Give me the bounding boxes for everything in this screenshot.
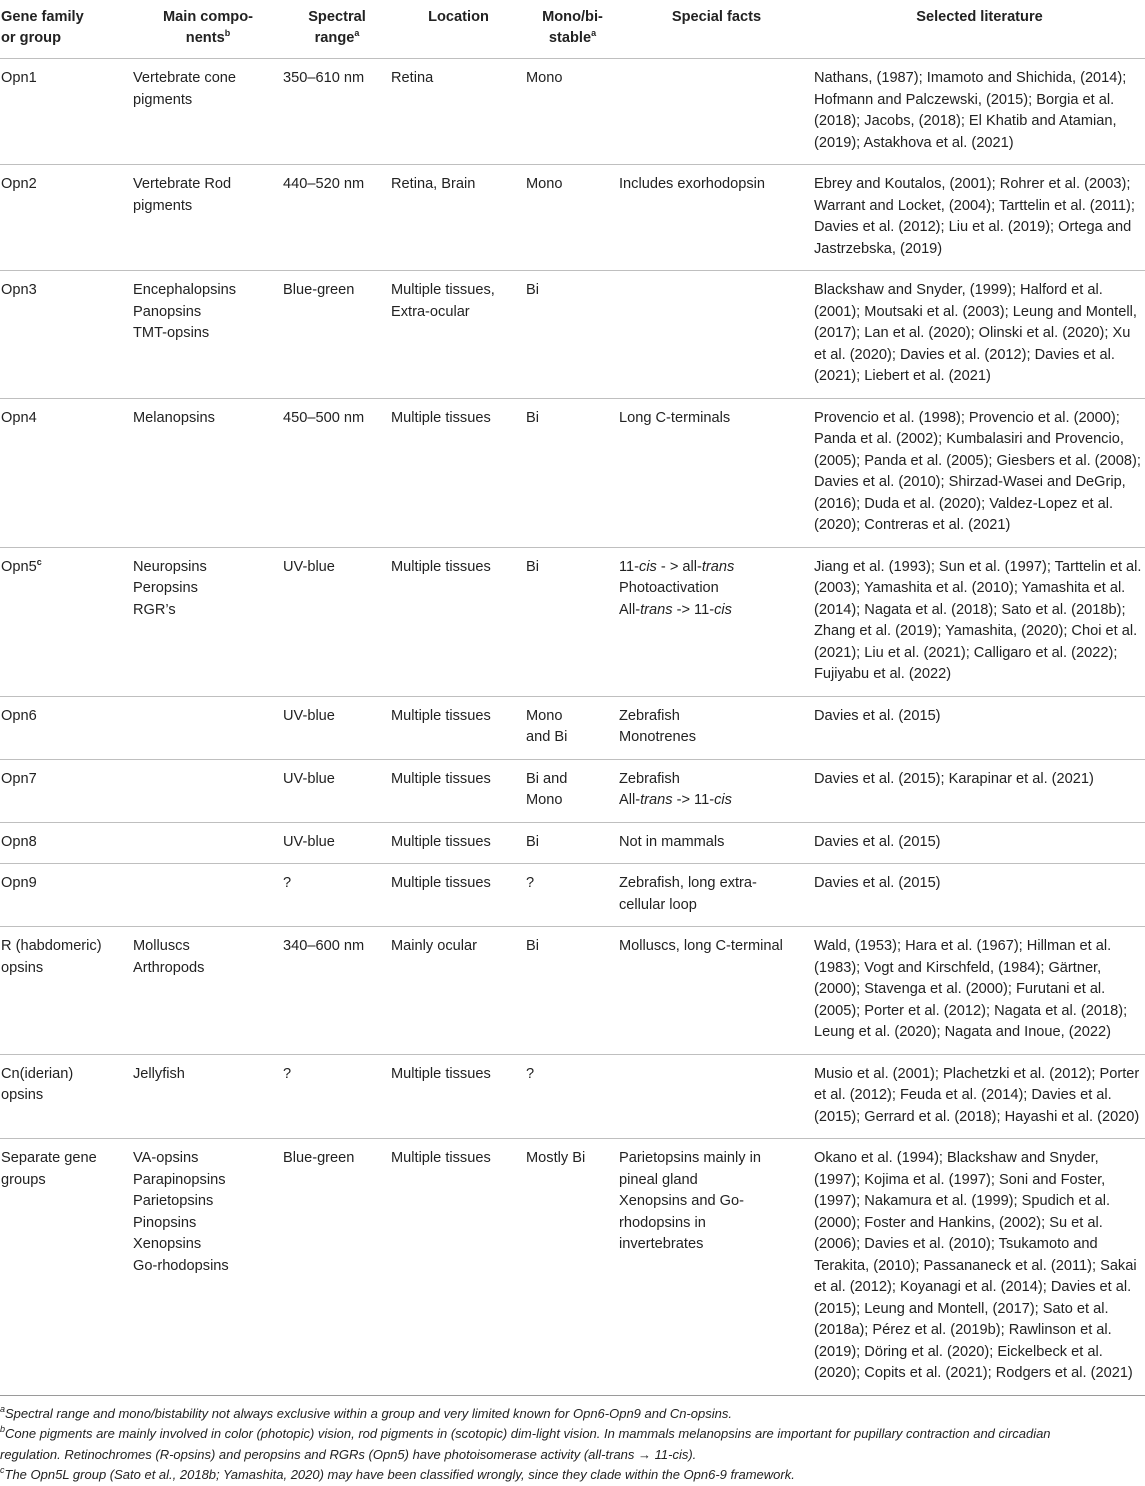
cell-location-line: Multiple tissues xyxy=(391,707,491,724)
cell-stability xyxy=(526,59,619,165)
cell-literature xyxy=(814,59,1145,165)
cell-special-facts-line: Long C-terminals xyxy=(619,409,731,426)
cell-gene-family xyxy=(0,59,133,165)
header-selected-literature: Selected literature xyxy=(814,0,1145,59)
cell-special-facts-line: All-trans -> 11-cis xyxy=(619,601,732,618)
cell-special-facts xyxy=(619,927,814,1055)
cell-main-components-line: Vertebrate cone xyxy=(133,70,237,86)
cell-location xyxy=(391,165,526,271)
cell-special-facts-line: Xenopsins and Go- xyxy=(619,1193,744,1209)
cell-location xyxy=(391,59,526,165)
cell-location-line: Multiple tissues xyxy=(391,558,491,575)
header-special-facts: Special facts xyxy=(619,0,814,59)
header-spectral-range: Spectral range$^a$ xyxy=(283,0,391,59)
spectral-value: 340–600 nm xyxy=(283,938,365,954)
cell-literature-line: (2005); Porter et al. (2012); Nagata et al. (2018); xyxy=(814,1002,1128,1019)
cell-stability-line: Bi and xyxy=(526,770,568,787)
cell-literature-line: et al. (2012); Koyanagi et al. (2014); Davies et al. xyxy=(814,1279,1132,1295)
cell-literature-line: (2001); Moutsaki et al. (2003); Leung and Montell, xyxy=(814,303,1137,320)
cell-stability-line: Bi xyxy=(526,282,539,298)
cell-stability xyxy=(526,927,619,1055)
cell-main-components-line: Neuropsins xyxy=(133,558,207,575)
cell-location xyxy=(391,547,526,696)
footnotes xyxy=(0,1396,1145,1486)
cell-location-line: Retina xyxy=(391,70,434,86)
cell-stability xyxy=(526,1054,619,1139)
cell-gene-family xyxy=(0,696,133,759)
cell-special-facts-line: Photoactivation xyxy=(619,580,719,596)
cell-gene-family xyxy=(0,864,133,927)
cell-main-components xyxy=(133,864,283,927)
cell-literature-line: Nathans, (1987); Imamoto and Shichida, (2014); xyxy=(814,70,1127,86)
cell-literature-line: et al. (2012); Feuda et al. (2014); Davies et al. xyxy=(814,1087,1112,1103)
cell-literature xyxy=(814,1054,1145,1139)
cell-literature-line: Davies et al. (2012); Liu et al. (2019); Ortega and xyxy=(814,219,1132,235)
cell-main-components xyxy=(133,165,283,271)
cell-literature-line: (2018); Jacobs, (2018); El Khatib and Atamian, xyxy=(814,113,1117,129)
cell-gene-family xyxy=(0,927,133,1055)
cell-literature-line: (2020); Copits et al. (2021); Rodgers et al. (2021) xyxy=(814,1365,1133,1381)
cell-main-components-line: Melanopsins xyxy=(133,409,215,426)
spectral-value: UV-blue xyxy=(283,770,335,787)
cell-location xyxy=(391,398,526,547)
cell-main-components xyxy=(133,927,283,1055)
cell-literature xyxy=(814,1139,1145,1396)
cell-main-components-line: Jellyfish xyxy=(133,1065,185,1082)
cell-spectral-range xyxy=(283,927,391,1055)
cell-literature-line: (2019); Astakhova et al. (2021) xyxy=(814,134,1014,151)
cell-special-facts-line: Not in mammals xyxy=(619,833,725,850)
spectral-value: 450–500 nm xyxy=(283,409,365,426)
cell-spectral-range xyxy=(283,822,391,864)
table-row xyxy=(0,1139,1145,1396)
cell-stability xyxy=(526,696,619,759)
table-body xyxy=(0,59,1145,1396)
cell-literature-line: et al. (2020); Davies et al. (2012); Davies et al. xyxy=(814,346,1115,363)
cell-gene-family xyxy=(0,759,133,822)
cell-main-components-line: RGR’s xyxy=(133,601,176,618)
table-row xyxy=(0,927,1145,1055)
spectral-value: Blue-green xyxy=(283,282,355,298)
cell-location xyxy=(391,696,526,759)
cell-main-components-line: Molluscs xyxy=(133,938,190,954)
cell-literature xyxy=(814,822,1145,864)
gene-family-name: Opn1 xyxy=(1,70,37,86)
cell-literature-line: (2018a); Pérez et al. (2019b); Rawlinson et al. xyxy=(814,1322,1112,1338)
cell-gene-family xyxy=(0,547,133,696)
cell-spectral-range xyxy=(283,1054,391,1139)
gene-family-name-cont: groups xyxy=(1,1171,46,1188)
cell-main-components xyxy=(133,398,283,547)
cell-literature-line: Zhang et al. (2019); Yamashita, (2020); Choi et al. xyxy=(814,623,1138,639)
table-row xyxy=(0,271,1145,399)
cell-literature-line: Okano et al. (1994); Blackshaw and Snyder, xyxy=(814,1150,1099,1166)
cell-stability-line: ? xyxy=(526,875,535,891)
cell-literature xyxy=(814,547,1145,696)
cell-literature-line: (2021); Liu et al. (2021); Calligaro et al. (2022); xyxy=(814,644,1118,661)
table-row xyxy=(0,59,1145,165)
cell-literature-line: Blackshaw and Snyder, (1999); Halford et al. xyxy=(814,282,1103,298)
cell-gene-family xyxy=(0,398,133,547)
cell-stability xyxy=(526,822,619,864)
cell-main-components xyxy=(133,822,283,864)
cell-location xyxy=(391,1139,526,1396)
cell-literature-line: (2003); Yamashita et al. (2010); Yamashita et al. xyxy=(814,580,1126,596)
cell-location-line: Multiple tissues xyxy=(391,1150,491,1166)
cell-main-components xyxy=(133,759,283,822)
cell-literature-line: (2014); Nagata et al. (2018); Sato et al. (2018b); xyxy=(814,601,1126,618)
cell-stability xyxy=(526,1139,619,1396)
footnote-a: $^a$Spectral range and mono/bistability not always exclusive within a group and very limited known for Opn6-Opn9 and Cn-opsins. xyxy=(0,1403,732,1421)
cell-stability-line: Bi xyxy=(526,558,539,575)
cell-stability-line: Mono xyxy=(526,792,563,808)
cell-special-facts xyxy=(619,398,814,547)
cell-special-facts xyxy=(619,1139,814,1396)
cell-location-line: Multiple tissues, xyxy=(391,282,495,298)
cell-literature xyxy=(814,271,1145,399)
cell-location xyxy=(391,759,526,822)
table-row xyxy=(0,759,1145,822)
cell-gene-family xyxy=(0,822,133,864)
gene-family-name-cont: opsins xyxy=(1,959,44,976)
cell-main-components xyxy=(133,1139,283,1396)
cell-main-components xyxy=(133,1054,283,1139)
cell-gene-family xyxy=(0,271,133,399)
cell-location-line: Extra-ocular xyxy=(391,303,470,320)
cell-spectral-range xyxy=(283,1139,391,1396)
cell-special-facts-line: Zebrafish xyxy=(619,770,680,787)
cell-location xyxy=(391,864,526,927)
cell-literature-line: (2015); Gerrard et al. (2018); Hayashi et al. (2020) xyxy=(814,1108,1140,1125)
cell-main-components-line: pigments xyxy=(133,91,193,108)
cell-stability xyxy=(526,547,619,696)
cell-location-line: Multiple tissues xyxy=(391,409,491,426)
cell-literature xyxy=(814,759,1145,822)
cell-literature-line: Davies et al. (2015); Karapinar et al. (2021) xyxy=(814,770,1094,787)
cell-literature-line: Jastrzebska, (2019) xyxy=(814,240,943,257)
cell-spectral-range xyxy=(283,696,391,759)
cell-literature xyxy=(814,864,1145,927)
cell-main-components-line: Parietopsins xyxy=(133,1193,214,1209)
cell-stability-line: Mono xyxy=(526,176,563,192)
cell-stability-line: Bi xyxy=(526,833,539,850)
cell-spectral-range xyxy=(283,864,391,927)
gene-family-name: Opn8 xyxy=(1,833,37,850)
cell-main-components-line: Vertebrate Rod xyxy=(133,176,232,192)
cell-special-facts-line: Parietopsins mainly in xyxy=(619,1150,761,1166)
cell-stability-line: Mono xyxy=(526,707,563,724)
cell-special-facts-line: Includes exorhodopsin xyxy=(619,176,766,192)
cell-main-components-line: VA-opsins xyxy=(133,1150,199,1166)
cell-stability xyxy=(526,864,619,927)
cell-literature-line: Terakita, (2010); Passananeck et al. (2011); Sakai xyxy=(814,1257,1137,1274)
cell-special-facts xyxy=(619,1054,814,1139)
cell-literature xyxy=(814,696,1145,759)
cell-stability xyxy=(526,165,619,271)
cell-literature xyxy=(814,927,1145,1055)
cell-spectral-range xyxy=(283,59,391,165)
cell-literature-line: Panda et al. (2002); Kumbalasiri and Provencio, xyxy=(814,431,1124,447)
table-row xyxy=(0,547,1145,696)
spectral-value: 440–520 nm xyxy=(283,176,365,192)
gene-family-name: Opn2 xyxy=(1,176,37,192)
cell-literature-line: Davies et al. (2015) xyxy=(814,833,941,850)
cell-main-components-line: Pinopsins xyxy=(133,1214,197,1231)
cell-literature-line: Warrant and Locket, (2004); Tarttelin et al. (2011); xyxy=(814,197,1135,214)
cell-main-components xyxy=(133,547,283,696)
gene-family-name: Opn6 xyxy=(1,707,37,724)
cell-literature-line: Davies et al. (2015) xyxy=(814,875,941,891)
cell-special-facts xyxy=(619,165,814,271)
footnote-marker: c xyxy=(36,556,42,567)
cell-location-line: Retina, Brain xyxy=(391,176,476,192)
cell-stability xyxy=(526,398,619,547)
cell-special-facts xyxy=(619,696,814,759)
cell-special-facts-line: All-trans -> 11-cis xyxy=(619,792,732,808)
cell-location xyxy=(391,1054,526,1139)
cell-literature-line: Leung et al. (2020); Nagata and Inoue, (2022) xyxy=(814,1024,1111,1040)
header-stability: Mono/bi- stable$^a$ xyxy=(526,0,619,59)
table-row xyxy=(0,398,1145,547)
cell-main-components-line: Go-rhodopsins xyxy=(133,1257,229,1274)
cell-special-facts-line: Monotrenes xyxy=(619,729,697,745)
cell-literature-line: (2021); Liebert et al. (2021) xyxy=(814,368,991,384)
cell-literature-line: (2015); Leung and Montell, (2017); Sato et al. xyxy=(814,1300,1109,1317)
cell-special-facts-line: Zebrafish, long extra- xyxy=(619,875,757,891)
cell-special-facts-line: invertebrates xyxy=(619,1236,704,1252)
gene-family-name-cont: opsins xyxy=(1,1087,44,1103)
cell-stability-line: Mono xyxy=(526,70,563,86)
cell-gene-family xyxy=(0,1054,133,1139)
cell-spectral-range xyxy=(283,398,391,547)
cell-gene-family xyxy=(0,1139,133,1396)
gene-family-name: Separate gene xyxy=(1,1150,97,1166)
spectral-value: ? xyxy=(283,875,292,891)
cell-literature-line: (2000); Stavenga et al. (2000); Furutani et al. xyxy=(814,981,1106,997)
cell-special-facts xyxy=(619,59,814,165)
table-row xyxy=(0,822,1145,864)
cell-literature-line: Davies et al. (2010); Shirzad-Wasei and DeGrip, xyxy=(814,474,1126,490)
cell-literature-line: (1983); Vogt and Kirschfeld, (1984); Gärtner, xyxy=(814,959,1102,976)
cell-literature-line: Fujiyabu et al. (2022) xyxy=(814,666,952,682)
cell-literature-line: (2019); Döring et al. (2020); Eickelbeck et al. xyxy=(814,1343,1103,1360)
cell-main-components-line: pigments xyxy=(133,197,193,214)
gene-family-name: Cn(iderian) xyxy=(1,1065,74,1082)
cell-literature-line: (2020); Contreras et al. (2021) xyxy=(814,517,1011,533)
cell-stability-line: ? xyxy=(526,1065,535,1082)
table-row xyxy=(0,165,1145,271)
cell-literature xyxy=(814,165,1145,271)
table-header-row xyxy=(0,0,1145,59)
cell-stability xyxy=(526,271,619,399)
cell-main-components-line: Arthropods xyxy=(133,959,205,976)
cell-literature-line: Musio et al. (2001); Plachetzki et al. (2012); Porter xyxy=(814,1065,1140,1082)
cell-special-facts xyxy=(619,547,814,696)
cell-stability-line: Bi xyxy=(526,938,539,954)
header-gene-family: Gene family or group xyxy=(0,0,133,59)
cell-literature-line: Jiang et al. (1993); Sun et al. (1997); Tarttelin et al. xyxy=(814,558,1142,575)
cell-spectral-range xyxy=(283,547,391,696)
cell-location-line: Multiple tissues xyxy=(391,770,491,787)
cell-literature-line: Provencio et al. (1998); Provencio et al. (2000); xyxy=(814,409,1120,426)
gene-family-name: Opn5 xyxy=(1,558,37,575)
cell-special-facts xyxy=(619,271,814,399)
cell-main-components-line: TMT-opsins xyxy=(133,325,210,341)
footnote-b: $^b$Cone pigments are mainly involved in color (photopic) vision, rod pigments in (scotopic) dim-light vision. In mammals melanopsins are important for pupillary contraction and circadian regulation. Retinochromes (R-opsins) and peropsins and RGRs (Opn5) have photoisomerase activity (all-trans → 11-cis). xyxy=(0,1424,1051,1462)
cell-literature xyxy=(814,398,1145,547)
cell-stability-line: Bi xyxy=(526,409,539,426)
cell-special-facts-line: Zebrafish xyxy=(619,707,680,724)
cell-location xyxy=(391,927,526,1055)
cell-main-components xyxy=(133,271,283,399)
cell-main-components-line: Panopsins xyxy=(133,303,202,320)
cell-literature-line: Davies et al. (2015) xyxy=(814,707,941,724)
cell-spectral-range xyxy=(283,759,391,822)
spectral-value: ? xyxy=(283,1065,292,1082)
cell-literature-line: (2016); Duda et al. (2020); Valdez-Lopez et al. xyxy=(814,495,1114,512)
table-row xyxy=(0,1054,1145,1139)
cell-special-facts-line: rhodopsins in xyxy=(619,1214,706,1231)
cell-special-facts xyxy=(619,822,814,864)
cell-location-line: Mainly ocular xyxy=(391,938,477,954)
cell-location xyxy=(391,822,526,864)
cell-literature-line: (2017); Lan et al. (2020); Olinski et al. (2020); Xu xyxy=(814,325,1131,341)
cell-special-facts-line: 11-cis - > all-trans xyxy=(619,558,735,575)
cell-literature-line: (2005); Panda et al. (2005); Giesbers et al. (2008); xyxy=(814,452,1141,469)
gene-family-name: Opn3 xyxy=(1,282,37,298)
cell-location-line: Multiple tissues xyxy=(391,1065,491,1082)
spectral-value: UV-blue xyxy=(283,707,335,724)
cell-main-components-line: Xenopsins xyxy=(133,1236,202,1252)
spectral-value: 350–610 nm xyxy=(283,70,365,86)
cell-special-facts-line: Molluscs, long C-terminal xyxy=(619,938,783,954)
cell-location-line: Multiple tissues xyxy=(391,875,491,891)
cell-main-components-line: Encephalopsins xyxy=(133,282,237,298)
cell-main-components-line: Parapinopsins xyxy=(133,1171,226,1188)
table-row xyxy=(0,864,1145,927)
gene-family-name: Opn4 xyxy=(1,409,37,426)
gene-family-name: Opn9 xyxy=(1,875,37,891)
header-main-components: Main compo- nents$^b$ xyxy=(133,0,283,59)
cell-literature-line: (2000); Foster and Hankins, (2002); Su et al. xyxy=(814,1214,1103,1231)
cell-literature-line: Wald, (1953); Hara et al. (1967); Hillman et al. xyxy=(814,938,1112,954)
cell-stability-line: Mostly Bi xyxy=(526,1150,586,1166)
gene-family-name: Opn7 xyxy=(1,770,37,787)
cell-special-facts-line: cellular loop xyxy=(619,896,697,913)
cell-gene-family xyxy=(0,165,133,271)
spectral-value: Blue-green xyxy=(283,1150,355,1166)
cell-location-line: Multiple tissues xyxy=(391,833,491,850)
cell-literature-line: Ebrey and Koutalos, (2001); Rohrer et al. (2003); xyxy=(814,176,1131,192)
cell-main-components xyxy=(133,696,283,759)
cell-location xyxy=(391,271,526,399)
cell-main-components xyxy=(133,59,283,165)
cell-literature-line: (2006); Davies et al. (2010); Tsukamoto and xyxy=(814,1236,1098,1252)
cell-stability-line: and Bi xyxy=(526,729,568,745)
cell-spectral-range xyxy=(283,165,391,271)
cell-literature-line: Hofmann and Palczewski, (2015); Borgia et al. xyxy=(814,91,1115,108)
spectral-value: UV-blue xyxy=(283,558,335,575)
gene-family-name: R (habdomeric) xyxy=(1,938,102,954)
header-location: Location xyxy=(391,0,526,59)
cell-literature-line: (1997); Kojima et al. (1997); Soni and Foster, xyxy=(814,1171,1106,1188)
cell-special-facts-line: pineal gland xyxy=(619,1171,698,1188)
cell-special-facts xyxy=(619,864,814,927)
footnote-c: $^c$The Opn5L group (Sato et al., 2018b; Yamashita, 2020) may have been classified wrongly, since they clade within the Opn6-9 framework. xyxy=(0,1465,795,1482)
table-row xyxy=(0,696,1145,759)
cell-spectral-range xyxy=(283,271,391,399)
spectral-value: UV-blue xyxy=(283,833,335,850)
cell-special-facts xyxy=(619,759,814,822)
cell-main-components-line: Peropsins xyxy=(133,580,198,596)
cell-literature-line: (1997); Nakamura et al. (1999); Spudich et al. xyxy=(814,1193,1111,1209)
cell-stability xyxy=(526,759,619,822)
